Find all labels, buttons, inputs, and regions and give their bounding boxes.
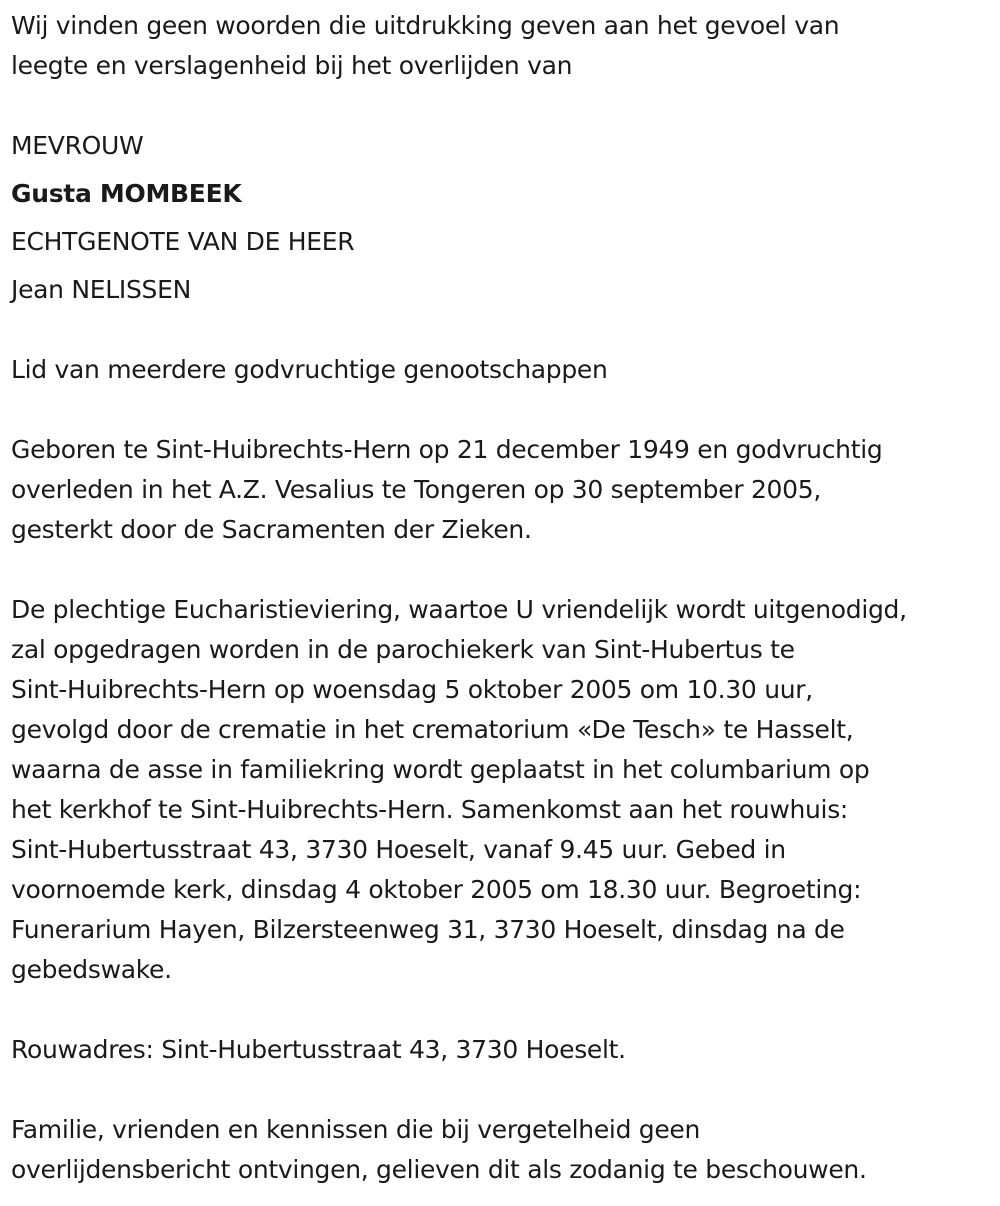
- intro-paragraph: [11, 6, 839, 86]
- intro-line: Wij vinden geen woorden die uitdrukking geven aan het gevoel van: [11, 11, 840, 40]
- ceremony-line: waarna de asse in familiekring wordt geplaatst in het columbarium op: [11, 755, 870, 784]
- ceremony-line: voornoemde kerk, dinsdag 4 oktober 2005 om 18.30 uur. Begroeting:: [11, 875, 862, 904]
- salutation-text: MEVROUW: [11, 131, 144, 160]
- birth-death-paragraph: [11, 430, 882, 550]
- spouse-label: [11, 222, 354, 262]
- ceremony-line: Sint-Hubertusstraat 43, 3730 Hoeselt, vanaf 9.45 uur. Gebed in: [11, 835, 786, 864]
- closing-line: Familie, vrienden en kennissen die bij vergetelheid geen: [11, 1115, 701, 1144]
- deceased-name-text: Gusta MOMBEEK: [11, 179, 242, 208]
- membership-text: Lid van meerdere godvruchtige genootschappen: [11, 355, 608, 384]
- spouse-name-text: Jean NELISSEN: [11, 275, 191, 304]
- spouse-name: [11, 270, 191, 310]
- birth-death-line: overleden in het A.Z. Vesalius te Tongeren op 30 september 2005,: [11, 475, 822, 504]
- birth-death-line: Geboren te Sint-Huibrechts-Hern op 21 december 1949 en godvruchtig: [11, 435, 883, 464]
- closing-line: overlijdensbericht ontvingen, gelieven dit als zodanig te beschouwen.: [11, 1155, 867, 1184]
- address-paragraph: [11, 1030, 626, 1070]
- birth-death-line: gesterkt door de Sacramenten der Zieken.: [11, 515, 532, 544]
- ceremony-line: Sint-Huibrechts-Hern op woensdag 5 oktober 2005 om 10.30 uur,: [11, 675, 813, 704]
- membership-paragraph: [11, 350, 608, 390]
- intro-line: leegte en verslagenheid bij het overlijden van: [11, 51, 573, 80]
- ceremony-line: gebedswake.: [11, 955, 172, 984]
- ceremony-line: Funerarium Hayen, Bilzersteenweg 31, 3730 Hoeselt, dinsdag na de: [11, 915, 845, 944]
- ceremony-line: het kerkhof te Sint-Huibrechts-Hern. Samenkomst aan het rouwhuis:: [11, 795, 849, 824]
- ceremony-line: De plechtige Eucharistieviering, waartoe U vriendelijk wordt uitgenodigd,: [11, 595, 907, 624]
- ceremony-line: gevolgd door de crematie in het crematorium «De Tesch» te Hasselt,: [11, 715, 854, 744]
- spouse-label-text: ECHTGENOTE VAN DE HEER: [11, 227, 355, 256]
- closing-paragraph: [11, 1110, 867, 1190]
- ceremony-line: zal opgedragen worden in de parochiekerk van Sint-Hubertus te: [11, 635, 795, 664]
- title-salutation: [11, 126, 143, 166]
- ceremony-paragraph: [11, 590, 907, 990]
- address-text: Rouwadres: Sint-Hubertusstraat 43, 3730 Hoeselt.: [11, 1035, 626, 1064]
- deceased-name: [11, 174, 241, 214]
